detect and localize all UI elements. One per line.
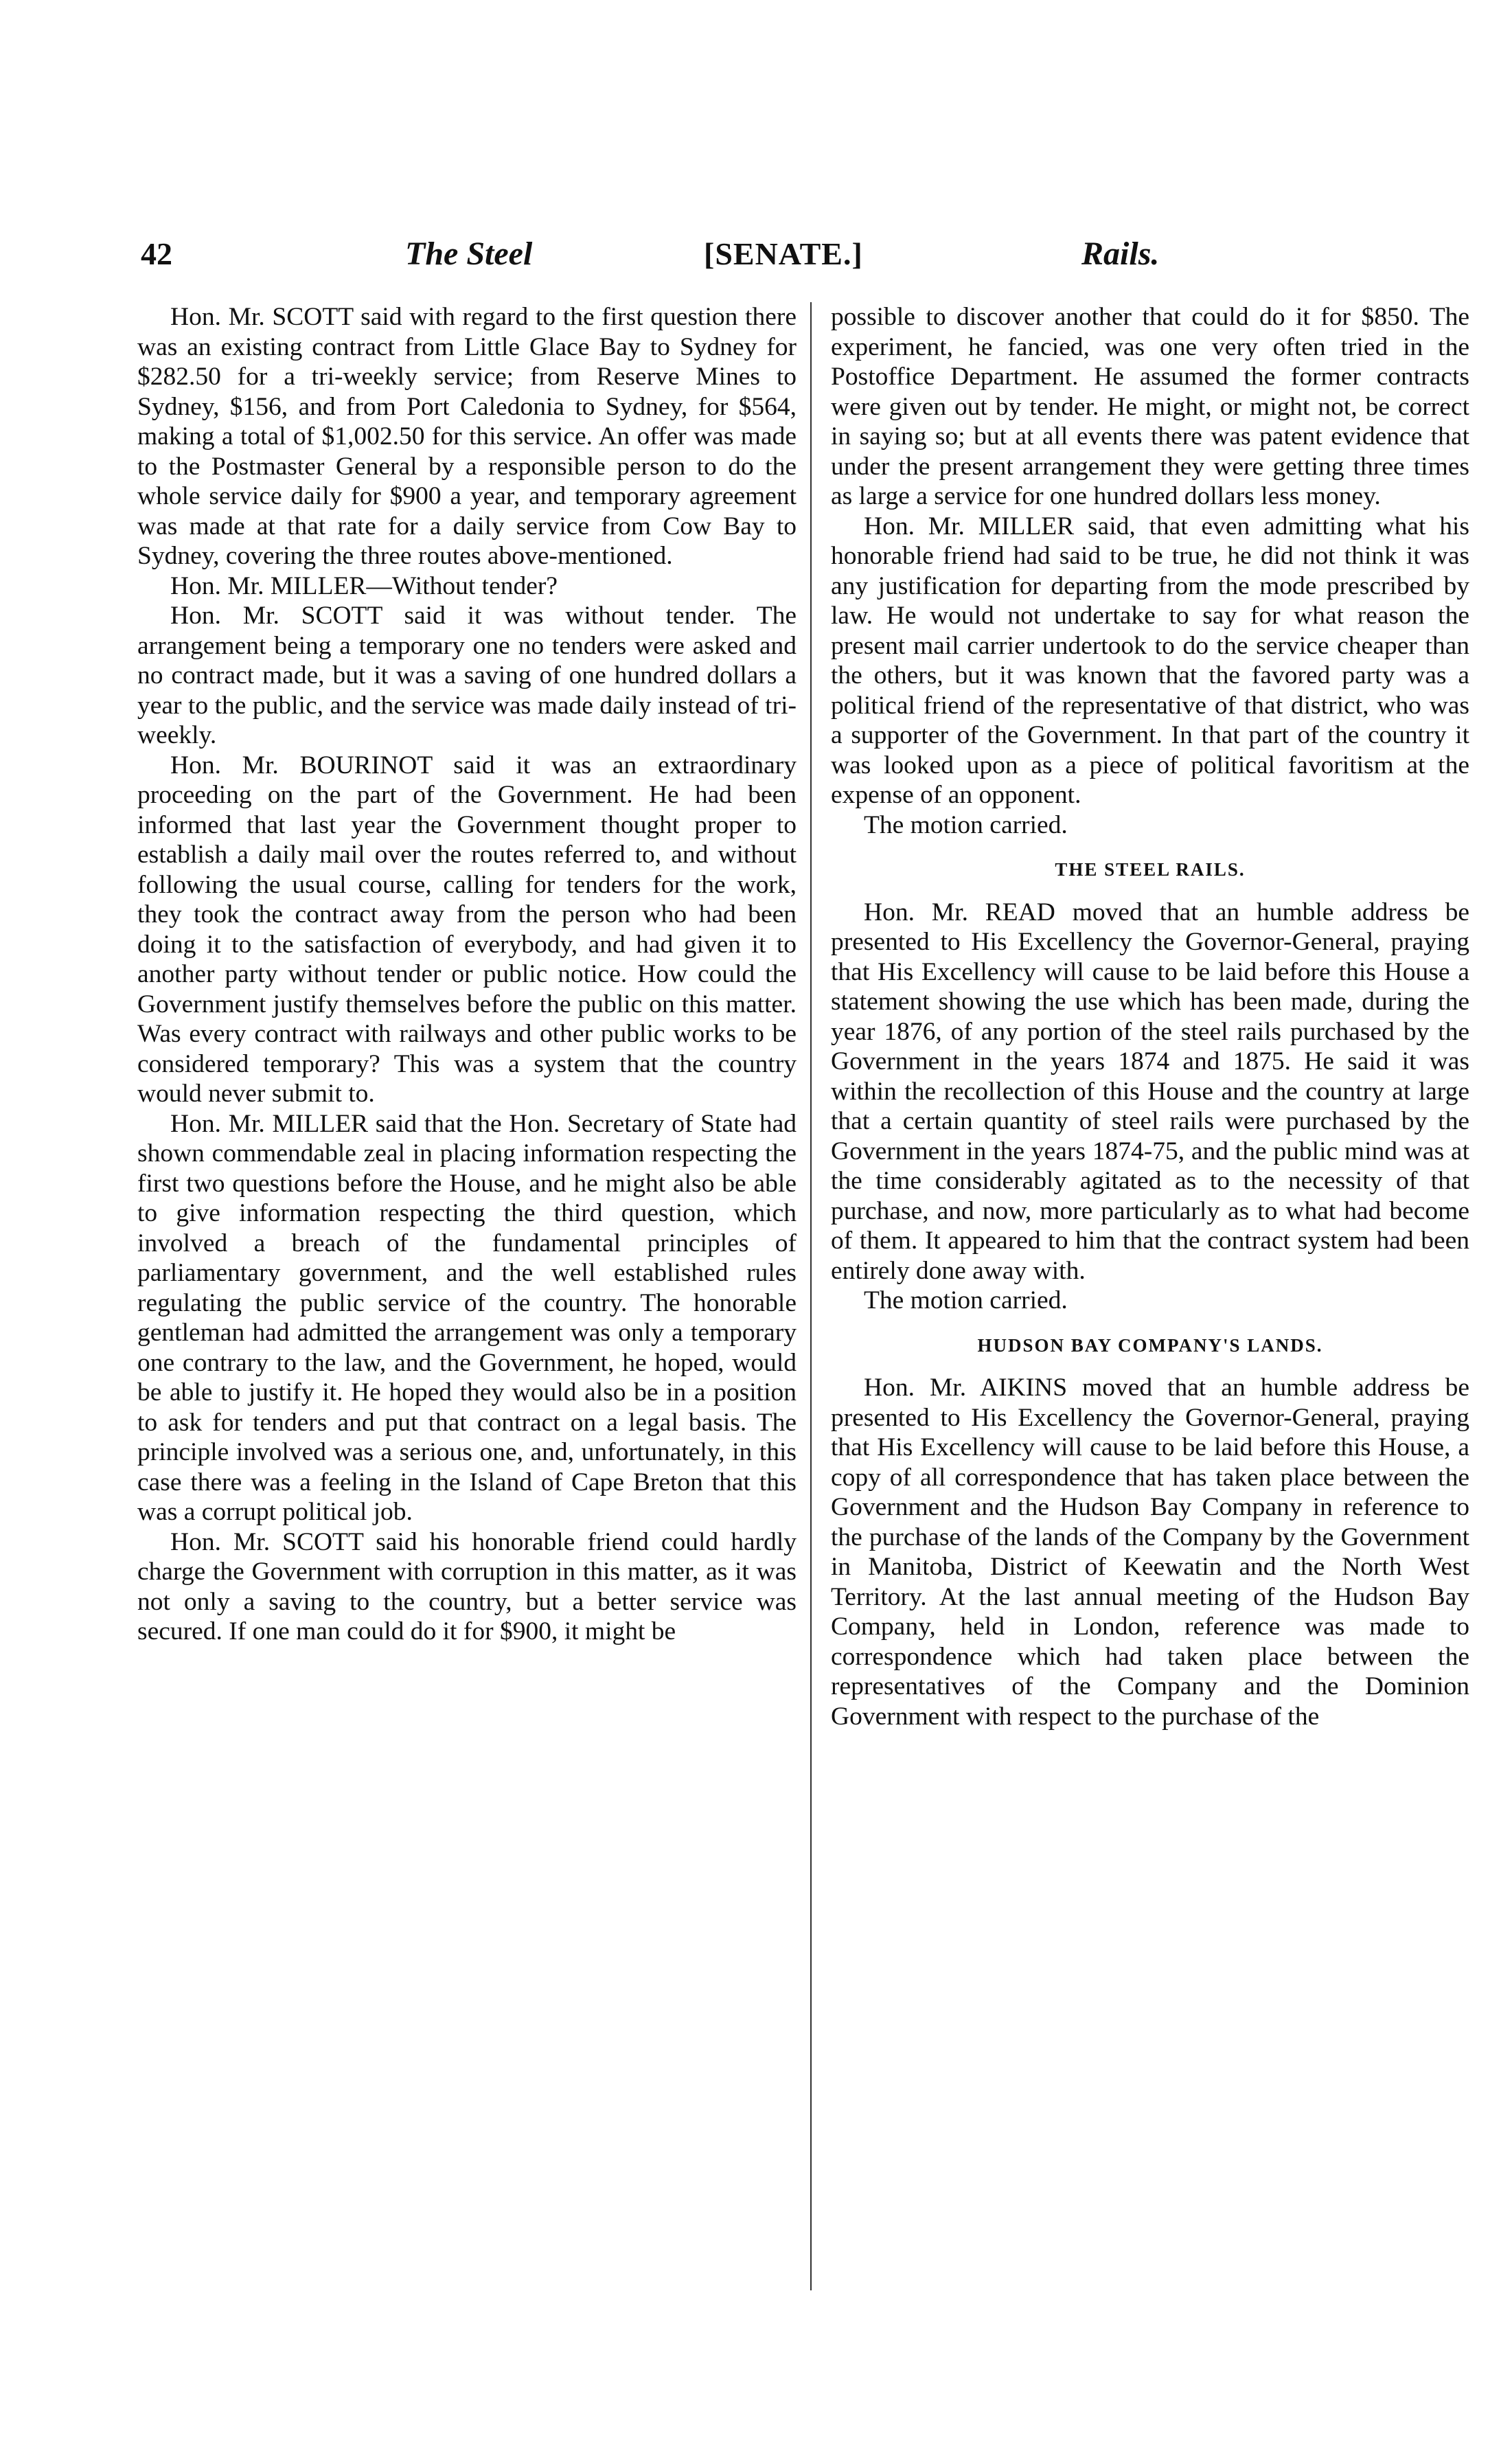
paragraph: Hon. Mr. SCOTT said with regard to the first question there was an existing contract from Little Glace Bay to Sydney for $282.50 for a tri-weekly service; from Reserve Mines to Sydney, $156, and from Port Caledonia to Sydney, for $564, making a total of $1,002.50 for this service. An offer was made to the Postmaster General by a responsible person to do the whole service daily for $900 a year, and temporary agreement was made at that rate for a daily service from Cow Bay to Sydney, covering the three routes above-mentioned. [137,303,797,570]
paragraph: Hon. Mr. MILLER said, that even admitting what his honorable friend had said to be true, he did not think it was any justification for departing from the mode prescribed by law. He would not undertake to say for what reason the present mail carrier undertook to do the service cheaper than the others, but it was known that the favored party was a political friend of the representative of that district, who was a supporter of the Government. In that part of the country it was looked upon as a piece of political favoritism at the expense of an opponent. [831,512,1469,809]
paragraph: The motion carried. [864,810,1068,839]
paragraph: Hon. Mr. MILLER said that the Hon. Secretary of State had shown commendable zeal in placing information respecting the first two questions before the House, and he might also be able to give information respecting the third question, which involved a breach of the fundamental principles of parliamentary government, and the well established rules regulating the public service of the country. The honorable gentleman had admitted the arrangement was only a temporary one contrary to the law, and the Government, he hoped, would be able to justify it. He hoped they would also be in a position to ask for tenders and put that contract on a legal basis. The principle involved was a serious one, and, unfortunately, in this case there was a feeling in the Island of Cape Breton that this was a corrupt political job. [137,1109,797,1526]
running-title-center: [SENATE.] [704,236,863,271]
right-column [831,302,1469,1731]
paragraph: Hon. Mr. READ moved that an humble address be presented to His Excellency the Governor-General, praying that His Excellency will cause to be laid before this House a statement showing the use which has been made, during the year 1876, of any portion of the steel rails purchased by the Government in the years 1874 and 1875. He said it was within the recollection of this House and the country at large that a certain quantity of steel rails were purchased by the Government in the years 1874-75, and the public mind was at the time considerably agitated as to the necessity of that purchase, and now, more particularly as to what had become of them. It appeared to him that the contract system had been entirely done away with. [831,898,1469,1285]
page-number: 42 [141,236,172,271]
paragraph: Hon. Mr. AIKINS moved that an humble address be presented to His Excellency the Governor-General, praying that His Excellency will cause to be laid before this House, a copy of all correspondence that has taken place between the Government and the Hudson Bay Company in reference to the purchase of the lands of the Company by the Government in Manitoba, District of Keewatin and the North West Territory. At the last annual meeting of the Hudson Bay Company, held in London, reference was made to correspondence which had taken place between the representatives of the Company and the Dominion Government with respect to the purchase of the [831,1374,1469,1731]
paragraph: Hon. Mr. MILLER—Without tender? [170,571,558,600]
running-title-right: Rails. [1081,236,1160,272]
paragraph-continuation: possible to discover another that could do it for $850. The experiment, he fancied, was one very often tried in the Postoffice Department. He assumed the former contracts were given out by tender. He might, or might not, be correct in saying so; but at all events there was patent evidence that under the present arrangement they were getting three times as large a service for one hundred dollars less money. [831,303,1469,510]
paragraph: Hon. Mr. SCOTT said it was without tender. The arrangement being a temporary one no tenders were asked and no contract made, but it was a saving of one hundred dollars a year to the public, and the service was made daily instead of tri-weekly. [137,602,797,749]
paragraph: Hon. Mr. BOURINOT said it was an extraordinary proceeding on the part of the Government. He had been informed that last year the Government thought proper to establish a daily mail over the routes referred to, and without following the usual course, calling for tenders for the work, they took the contract away from the person who had been doing it to the satisfaction of everybody, and had given it to another party without tender or public notice. How could the Government justify themselves before the public on this matter. Was every contract with railways and other public works to be considered temporary? This was a system that the country would never submit to. [137,751,797,1108]
left-column [137,302,797,1647]
paragraph: Hon. Mr. SCOTT said his honorable friend could hardly charge the Government with corruption in this matter, as it was not only a saving to the country, but a better service was secured. If one man could do it for $900, it might be [137,1527,797,1645]
running-title-left: The Steel [405,236,533,272]
running-head [141,230,1459,278]
column-divider [810,302,812,2290]
section-heading-steel-rails: THE STEEL RAILS. [1055,859,1246,880]
section-heading-hudson-bay: HUDSON BAY COMPANY'S LANDS. [977,1334,1323,1356]
paragraph: The motion carried. [864,1286,1068,1314]
